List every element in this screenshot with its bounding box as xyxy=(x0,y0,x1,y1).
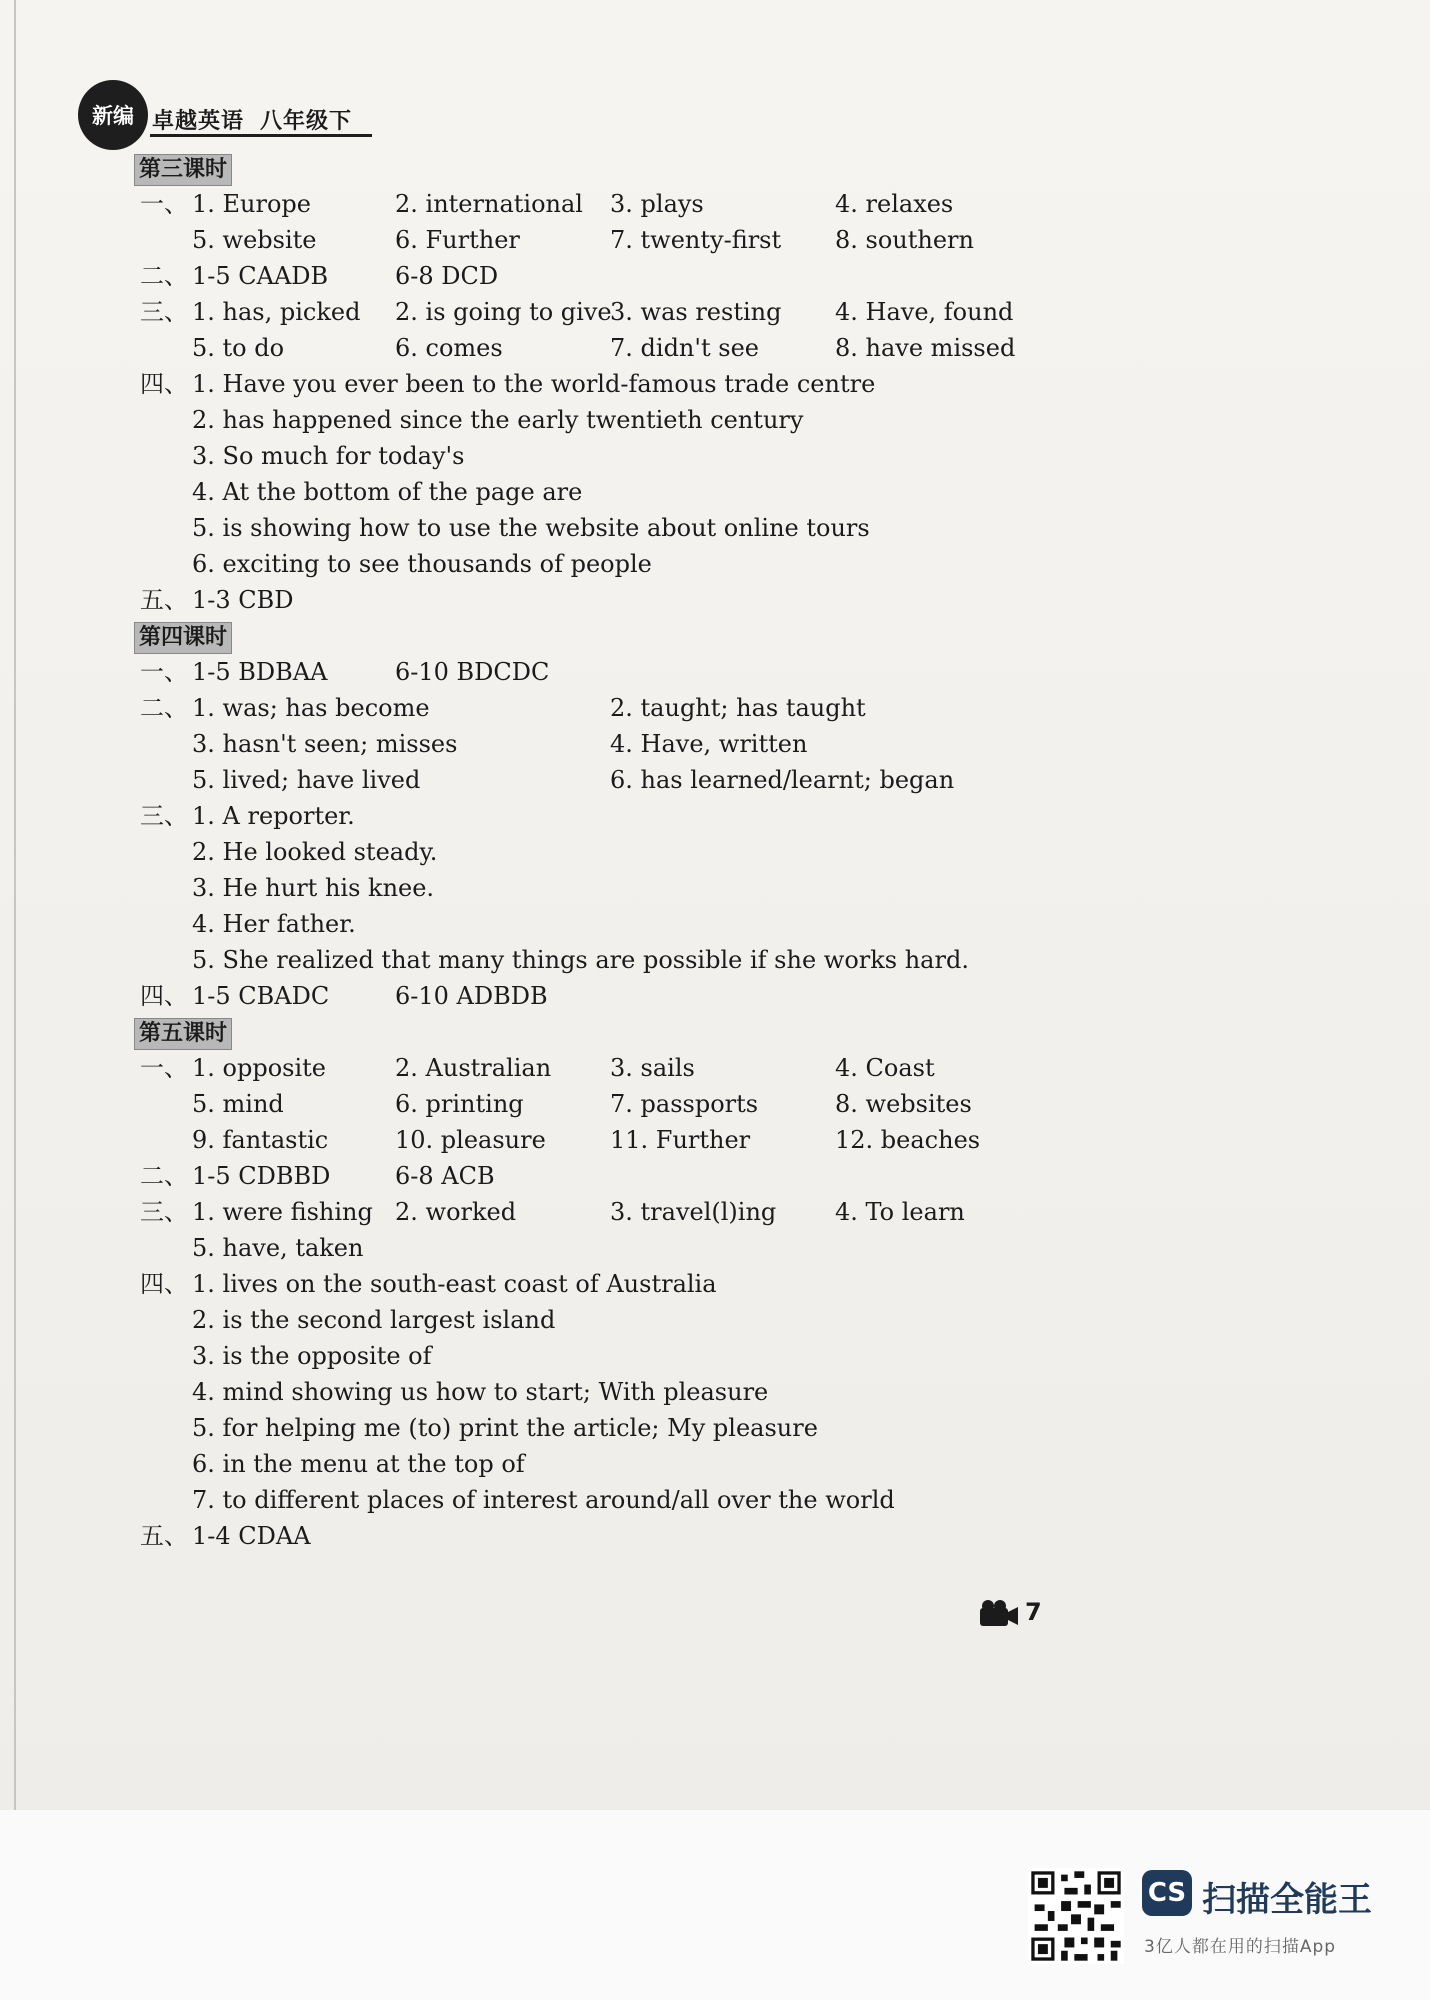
lesson-heading: 第三课时 xyxy=(134,154,232,186)
answer-item: 2. worked xyxy=(395,1198,517,1226)
answer-item: 1. Have you ever been to the world-famous trade centre xyxy=(192,370,876,398)
answer-row xyxy=(140,186,1090,222)
answer-row xyxy=(140,366,1090,402)
book-title xyxy=(152,104,352,135)
series-logo xyxy=(78,80,148,150)
answer-item: 3. travel(l)ing xyxy=(610,1198,777,1226)
answer-item: 7. to different places of interest around/all over the world xyxy=(192,1486,895,1514)
answer-item: 5. mind xyxy=(192,1090,284,1118)
answer-item: 8. have missed xyxy=(835,334,1016,362)
answer-row xyxy=(140,546,1090,582)
answer-item: 5. to do xyxy=(192,334,285,362)
answer-row xyxy=(140,222,1090,258)
answer-row xyxy=(140,510,1090,546)
section-number: 二、 xyxy=(140,262,188,290)
answer-item: 2. is going to give xyxy=(395,298,612,326)
answer-row xyxy=(140,1086,1090,1122)
answer-row xyxy=(140,1338,1090,1374)
answer-row xyxy=(140,1050,1090,1086)
answer-row xyxy=(140,834,1090,870)
camera-icon xyxy=(978,1598,1020,1628)
section-number: 三、 xyxy=(140,802,188,830)
answer-row xyxy=(140,1482,1090,1518)
answer-row xyxy=(140,1230,1090,1266)
answer-row xyxy=(140,438,1090,474)
answer-item: 1. Europe xyxy=(192,190,311,218)
answer-item: 9. fantastic xyxy=(192,1126,329,1154)
answer-item: 1. has, picked xyxy=(192,298,361,326)
answer-item: 6-8 DCD xyxy=(395,262,499,290)
answer-item: 7. twenty-first xyxy=(610,226,782,254)
answer-item: 4. Her father. xyxy=(192,910,356,938)
answer-row xyxy=(140,726,1090,762)
page-edge xyxy=(14,0,16,1810)
answer-item: 3. plays xyxy=(610,190,704,218)
answer-row xyxy=(140,690,1090,726)
answer-row xyxy=(140,798,1090,834)
answer-item: 4. relaxes xyxy=(835,190,954,218)
answer-item: 11. Further xyxy=(610,1126,751,1154)
book-title-name: 卓越英语 xyxy=(152,109,245,134)
answer-item: 1. were fishing xyxy=(192,1198,373,1226)
answer-row xyxy=(140,474,1090,510)
answer-item: 5. is showing how to use the website about online tours xyxy=(192,514,870,542)
answer-item: 7. didn't see xyxy=(610,334,759,362)
section-number: 二、 xyxy=(140,694,188,722)
answer-item: 3. was resting xyxy=(610,298,782,326)
answer-item: 4. mind showing us how to start; With pleasure xyxy=(192,1378,769,1406)
answer-item: 2. Australian xyxy=(395,1054,552,1082)
lesson-heading: 第四课时 xyxy=(134,622,232,654)
section-number: 一、 xyxy=(140,658,188,686)
answer-item: 10. pleasure xyxy=(395,1126,546,1154)
section-number: 四、 xyxy=(140,982,188,1010)
answer-item: 6. has learned/learnt; began xyxy=(610,766,955,794)
answer-item: 1. was; has become xyxy=(192,694,430,722)
answer-item: 2. taught; has taught xyxy=(610,694,866,722)
answer-row xyxy=(140,330,1090,366)
answer-item: 5. She realized that many things are possible if she works hard. xyxy=(192,946,969,974)
answer-item: 1. lives on the south-east coast of Australia xyxy=(192,1270,717,1298)
section-number: 三、 xyxy=(140,1198,188,1226)
answer-item: 5. for helping me (to) print the article; My pleasure xyxy=(192,1414,818,1442)
camscanner-logo: CS xyxy=(1142,1870,1192,1916)
answer-item: 1-4 CDAA xyxy=(192,1522,311,1550)
answer-item: 6-10 ADBDB xyxy=(395,982,548,1010)
book-grade: 八年级下 xyxy=(260,109,353,134)
answer-item: 3. So much for today's xyxy=(192,442,465,470)
answer-row xyxy=(140,1446,1090,1482)
camscanner-brand: 扫描全能王 xyxy=(1202,1880,1372,1920)
section-number: 二、 xyxy=(140,1162,188,1190)
answer-item: 6. in the menu at the top of xyxy=(192,1450,525,1478)
section-number: 四、 xyxy=(140,1270,188,1298)
answer-item: 6. exciting to see thousands of people xyxy=(192,550,652,578)
answer-item: 7. passports xyxy=(610,1090,759,1118)
answer-item: 5. have, taken xyxy=(192,1234,364,1262)
answer-item: 2. is the second largest island xyxy=(192,1306,556,1334)
answer-row xyxy=(140,870,1090,906)
answer-item: 6. printing xyxy=(395,1090,524,1118)
answer-item: 3. hasn't seen; misses xyxy=(192,730,458,758)
answer-item: 1-5 CDBBD xyxy=(192,1162,331,1190)
answer-item: 5. lived; have lived xyxy=(192,766,421,794)
answer-row xyxy=(140,402,1090,438)
answer-row xyxy=(140,1122,1090,1158)
answer-row xyxy=(140,978,1090,1014)
answer-row xyxy=(140,1194,1090,1230)
answer-row xyxy=(140,1302,1090,1338)
page-number: 7 xyxy=(1025,1598,1042,1626)
answer-item: 4. Have, written xyxy=(610,730,808,758)
camscanner-tagline: 3亿人都在用的扫描App xyxy=(1144,1937,1337,1957)
answer-key xyxy=(140,150,1090,1554)
answer-row xyxy=(140,582,1090,618)
answer-item: 4. At the bottom of the page are xyxy=(192,478,583,506)
answer-item: 8. websites xyxy=(835,1090,972,1118)
answer-item: 1. A reporter. xyxy=(192,802,355,830)
answer-item: 6. comes xyxy=(395,334,503,362)
series-logo-text: 新编 xyxy=(92,104,134,128)
section-number: 一、 xyxy=(140,190,188,218)
answer-item: 6. Further xyxy=(395,226,520,254)
answer-item: 12. beaches xyxy=(835,1126,981,1154)
header-rule xyxy=(150,134,372,137)
answer-item: 3. is the opposite of xyxy=(192,1342,432,1370)
answer-item: 8. southern xyxy=(835,226,974,254)
lesson-heading: 第五课时 xyxy=(134,1018,232,1050)
answer-row xyxy=(140,762,1090,798)
lesson-heading-row xyxy=(140,1014,1090,1050)
answer-item: 2. has happened since the early twentieth century xyxy=(192,406,804,434)
answer-item: 2. He looked steady. xyxy=(192,838,438,866)
answer-item: 1-5 CBADC xyxy=(192,982,330,1010)
answer-item: 4. To learn xyxy=(835,1198,965,1226)
qr-code-icon xyxy=(1028,1868,1124,1964)
section-number: 三、 xyxy=(140,298,188,326)
answer-item: 6-8 ACB xyxy=(395,1162,495,1190)
answer-row xyxy=(140,1518,1090,1554)
answer-item: 2. international xyxy=(395,190,583,218)
answer-row xyxy=(140,294,1090,330)
answer-item: 3. sails xyxy=(610,1054,695,1082)
answer-item: 1. opposite xyxy=(192,1054,326,1082)
lesson-heading-row xyxy=(140,150,1090,186)
answer-row xyxy=(140,906,1090,942)
answer-item: 4. Coast xyxy=(835,1054,935,1082)
answer-row xyxy=(140,942,1090,978)
section-number: 四、 xyxy=(140,370,188,398)
answer-row xyxy=(140,258,1090,294)
answer-item: 1-3 CBD xyxy=(192,586,294,614)
answer-item: 5. website xyxy=(192,226,317,254)
section-number: 一、 xyxy=(140,1054,188,1082)
answer-row xyxy=(140,1158,1090,1194)
answer-row xyxy=(140,1266,1090,1302)
answer-row xyxy=(140,1374,1090,1410)
answer-row xyxy=(140,1410,1090,1446)
answer-item: 6-10 BDCDC xyxy=(395,658,550,686)
answer-item: 3. He hurt his knee. xyxy=(192,874,435,902)
section-number: 五、 xyxy=(140,586,188,614)
section-number: 五、 xyxy=(140,1522,188,1550)
answer-item: 1-5 CAADB xyxy=(192,262,329,290)
answer-item: 4. Have, found xyxy=(835,298,1014,326)
lesson-heading-row xyxy=(140,618,1090,654)
answer-item: 1-5 BDBAA xyxy=(192,658,328,686)
answer-row xyxy=(140,654,1090,690)
